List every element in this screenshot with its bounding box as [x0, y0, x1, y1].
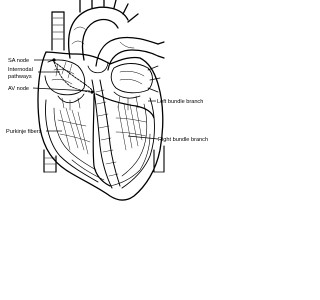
internodal-label: Internodal: [8, 67, 33, 73]
right-bundle-label: Right bundle branch: [158, 137, 209, 143]
internodal-pathway-line: [54, 62, 92, 90]
av-node-marker: [90, 90, 93, 93]
left-atrium: [111, 64, 160, 93]
sa-node-label: SA node: [8, 58, 30, 64]
pulmonary-artery: [96, 37, 164, 70]
purkinje-fibers-lines: [72, 134, 150, 186]
av-node-label: AV node: [8, 86, 30, 92]
descending-aorta: [154, 146, 164, 172]
aorta: [69, 0, 138, 60]
purkinje-label: Purkinje fibers: [6, 129, 42, 135]
superior-vena-cava: [52, 12, 64, 50]
left-bundle-label: Left bundle branch: [157, 99, 204, 105]
right-ventricle: [46, 100, 98, 182]
av-node-leader: [33, 88, 90, 91]
pathways-label: pathways: [8, 74, 32, 80]
right-bundle-leader: [128, 136, 158, 139]
